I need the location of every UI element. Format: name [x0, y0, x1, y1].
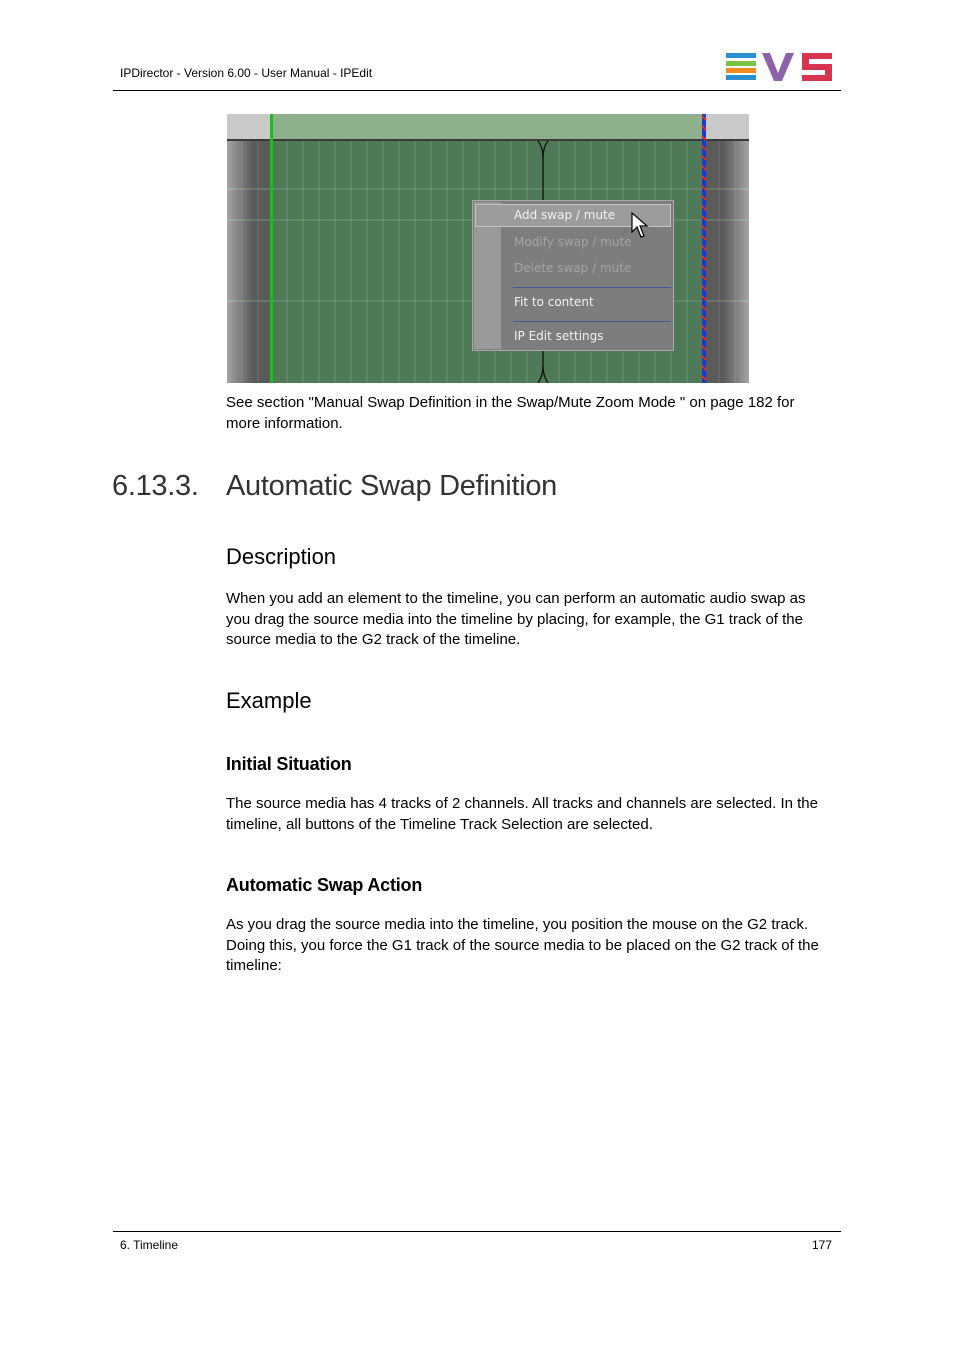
- menu-item-modify-swap-mute[interactable]: Modify swap / mute: [514, 235, 632, 249]
- initial-situation-heading: Initial Situation: [226, 754, 352, 774]
- example-heading: Example: [226, 688, 312, 713]
- section-heading: [112, 470, 557, 503]
- menu-separator: [513, 321, 671, 322]
- section-number: 6.13.3.: [112, 470, 199, 502]
- logo-stripe-orange: [726, 68, 756, 73]
- footer-divider: [113, 1231, 841, 1232]
- logo-vs-letters: [762, 53, 834, 81]
- automatic-swap-action-heading: Automatic Swap Action: [226, 875, 423, 895]
- section-title: Automatic Swap Definition: [226, 470, 557, 502]
- running-header: IPDirector - Version 6.00 - User Manual - IPEdit: [120, 66, 373, 80]
- logo-stripe-blue: [726, 53, 756, 58]
- see-section-paragraph: See section "Manual Swap Definition in the Swap/Mute Zoom Mode " on page 182 for more information.: [226, 394, 795, 432]
- menu-item-ip-edit-settings[interactable]: IP Edit settings: [514, 329, 604, 343]
- menu-item-add-swap-mute[interactable]: Add swap / mute: [514, 208, 616, 222]
- description-paragraph: When you add an element to the timeline, you can perform an automatic audio swap as you drag the source media into the timeline by placing, for example, the G1 track of the source media to the G2 track of the timeline.: [226, 590, 806, 648]
- page-number: 177: [812, 1238, 833, 1252]
- description-heading: Description: [226, 544, 337, 569]
- footer-chapter: 6. Timeline: [120, 1238, 179, 1252]
- initial-situation-paragraph: The source media has 4 tracks of 2 channels. All tracks and channels are selected. In the timeline, all buttons of the Timeline Track Selection are selected.: [226, 795, 818, 833]
- logo-stripe-blue-2: [726, 75, 756, 80]
- mouse-cursor-icon: [631, 212, 649, 240]
- automatic-swap-action-paragraph: As you drag the source media into the timeline, you position the mouse on the G2 track. Doing this, you force the G1 track of the source media to be placed on the G2 track of the timeline:: [226, 916, 819, 974]
- menu-item-fit-to-content[interactable]: Fit to content: [514, 295, 594, 309]
- header-divider: [113, 90, 841, 91]
- menu-separator: [513, 287, 671, 288]
- evs-logo: [726, 53, 834, 81]
- timeline-screenshot: [227, 114, 749, 383]
- menu-item-delete-swap-mute[interactable]: Delete swap / mute: [514, 261, 632, 275]
- logo-stripe-green: [726, 61, 756, 66]
